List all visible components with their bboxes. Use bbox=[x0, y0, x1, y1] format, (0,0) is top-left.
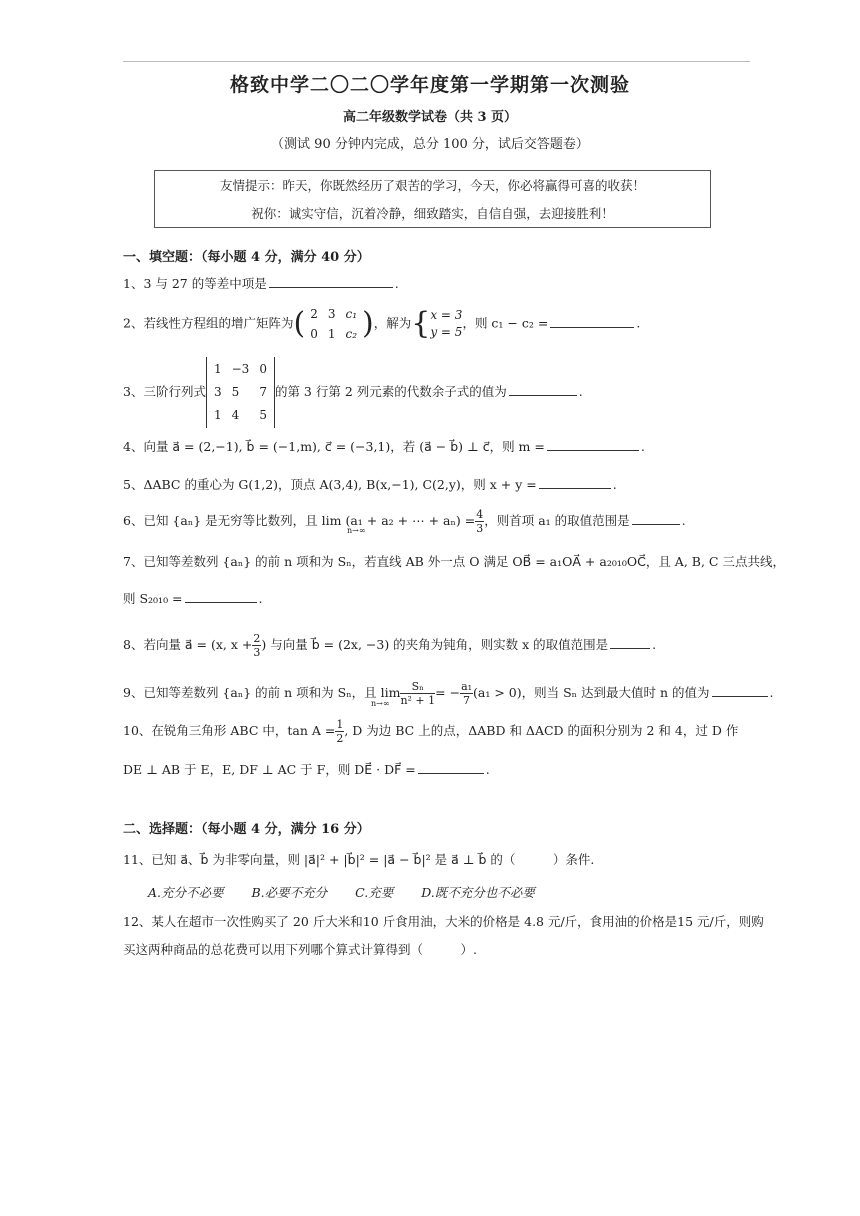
det-cell: 5 bbox=[259, 408, 267, 422]
question-9-post: (a₁ > 0)，则当 Sₙ 达到最大值时 n 的值为 bbox=[473, 685, 710, 700]
question-11-text: 11、已知 a⃗、b⃗ 为非零向量，则 |a⃗|² + |b⃗|² = |a⃗ − b⃗|² 是 a⃗ ⊥ b⃗ 的（ ）条件. bbox=[123, 852, 595, 867]
answer-blank bbox=[632, 512, 680, 525]
fraction bbox=[335, 718, 344, 745]
fraction-s-over-n bbox=[400, 680, 435, 707]
tip-box bbox=[154, 170, 711, 228]
limit-subscript: n→∞ bbox=[347, 526, 366, 535]
question-3-post: 的第 3 行第 2 列元素的代数余子式的值为 bbox=[274, 384, 507, 399]
section-1-heading: 一、填空题：（每小题 4 分，满分 40 分） bbox=[123, 250, 370, 265]
limit-subscript: n→∞ bbox=[371, 699, 390, 708]
question-5-text: 5、ΔABC 的重心为 G(1,2)，顶点 A(3,4), B(x,−1), C(2,y)，则 x + y = bbox=[123, 477, 537, 492]
exam-title: 格致中学二〇二〇学年度第一学期第一次测验 bbox=[229, 74, 630, 96]
question-11-options bbox=[148, 883, 559, 901]
question-12-cont bbox=[123, 940, 477, 958]
matrix-cell: 0 bbox=[310, 327, 318, 341]
question-10-cont: DE ⊥ AB 于 E，E, DF ⊥ AC 于 F，则 DE⃗ · DF⃗ = . bbox=[123, 762, 490, 777]
question-4: 4、向量 a⃗ = (2,−1), b⃗ = (−1,m), c⃗ = (−3,1)，若 (a⃗ − b⃗) ⊥ c⃗，则 m = . bbox=[123, 439, 645, 454]
answer-blank bbox=[185, 590, 257, 603]
question-2: 2、若线性方程组的增广矩阵为( 2 3 c₁ 0 1 c₂ )，解为{ x = 3 y = 5 ，则 c₁ − c₂ = . bbox=[123, 304, 640, 344]
solution-line: y = 5 bbox=[430, 325, 463, 339]
answer-blank bbox=[509, 383, 577, 396]
augmented-matrix bbox=[305, 304, 362, 344]
question-2-post: ，则 c₁ − c₂ = bbox=[462, 315, 549, 331]
question-12-line-1: 12、某人在超市一次性购买了 20 斤大米和10 斤食用油，大米的价格是 4.8 元/斤，食用油的价格是15 元/斤，则购 bbox=[123, 914, 764, 929]
answer-blank bbox=[610, 636, 650, 649]
question-7 bbox=[123, 552, 785, 570]
question-12-line-2: 买这两种商品的总花费可以用下列哪个算式计算得到（ ）. bbox=[123, 942, 477, 957]
fraction-denominator: 3 bbox=[476, 522, 484, 535]
answer-blank bbox=[712, 684, 768, 697]
question-8-pre: 8、若向量 a⃗ = (x, x + bbox=[123, 637, 253, 652]
question-10-line-2: DE ⊥ AB 于 E，E, DF ⊥ AC 于 F，则 DE⃗ · DF⃗ = bbox=[123, 762, 416, 777]
fraction-denominator: n² + 1 bbox=[400, 694, 436, 707]
question-10-pre: 10、在锐角三角形 ABC 中，tan A = bbox=[123, 723, 336, 738]
question-9: 9、已知等差数列 {aₙ} 的前 n 项和为 Sₙ，且 lim $\frac{\text{Sₙ}}{\text{n² + 1}}$ = − $\frac{\text{a₁}}{7}$ (a₁ > 0)，则当 Sₙ 达到最大值时 n 的值为 . n→∞ bbox=[123, 680, 774, 708]
answer-blank bbox=[550, 315, 634, 328]
matrix-cell: 2 bbox=[310, 307, 318, 321]
solution-system bbox=[430, 307, 462, 341]
det-cell: 3 bbox=[213, 385, 222, 399]
question-10 bbox=[123, 718, 738, 745]
question-12 bbox=[123, 912, 764, 930]
question-1: 1、3 与 27 的等差中项是 . bbox=[123, 276, 399, 291]
fraction-numerator: 1 bbox=[336, 718, 344, 731]
question-4-text: 4、向量 a⃗ = (2,−1), b⃗ = (−1,m), c⃗ = (−3,1)，若 (a⃗ − b⃗) ⊥ c⃗，则 m = bbox=[123, 439, 545, 454]
det-cell: 7 bbox=[259, 385, 267, 399]
question-8: 8、若向量 a⃗ = (x, x + $\frac{2}{3}$ ) 与向量 b⃗ = (2x, −3) 的夹角为钝角，则实数 x 的取值范围是 . bbox=[123, 632, 657, 659]
det-cell: −3 bbox=[231, 362, 250, 376]
det-cell: 1 bbox=[213, 362, 222, 376]
tip-line-2: 祝你：诚实守信，沉着冷静，细致踏实，自信自强，去迎接胜利！ bbox=[251, 206, 614, 221]
fraction bbox=[475, 508, 484, 535]
fraction-numerator: a₁ bbox=[461, 680, 473, 693]
fraction-numerator: 4 bbox=[476, 508, 484, 521]
det-cell: 4 bbox=[231, 408, 240, 422]
option-c[interactable]: C.充要 bbox=[355, 885, 394, 900]
question-9-mid: = − bbox=[435, 685, 461, 700]
fraction-denominator: 3 bbox=[253, 646, 261, 659]
question-9-pre: 9、已知等差数列 {aₙ} 的前 n 项和为 Sₙ，且 lim bbox=[123, 685, 401, 700]
question-7-line-1: 7、已知等差数列 {aₙ} 的前 n 项和为 Sₙ，若直线 AB 外一点 O 满足 OB⃗ = a₁OA⃗ + a₂₀₁₀OC⃗，且 A, B, C 三点共线， bbox=[123, 554, 785, 569]
question-7-line-2: 则 S₂₀₁₀ = bbox=[123, 591, 183, 606]
question-3-pre: 3、三阶行列式 bbox=[123, 384, 206, 399]
det-cell: 1 bbox=[213, 408, 222, 422]
solution-line: x = 3 bbox=[430, 308, 463, 322]
question-2-mid: ，解为 bbox=[373, 315, 412, 331]
option-b[interactable]: B.必要不充分 bbox=[251, 885, 328, 900]
section-2-heading: 二、选择题：（每小题 4 分，满分 16 分） bbox=[123, 822, 370, 837]
matrix-cell: c₁ bbox=[345, 307, 357, 321]
option-a[interactable]: A.充分不必要 bbox=[148, 885, 224, 900]
matrix-cell: c₂ bbox=[345, 327, 357, 341]
header-rule bbox=[123, 61, 750, 62]
system-brace: { bbox=[411, 306, 431, 341]
answer-blank bbox=[547, 438, 639, 451]
right-paren: ) bbox=[362, 306, 374, 341]
exam-note: （测试 90 分钟内完成，总分 100 分，试后交答题卷） bbox=[271, 137, 589, 152]
det-cell: 0 bbox=[259, 362, 267, 376]
fraction-a1-over-7 bbox=[460, 680, 473, 707]
question-6: 6、已知 {aₙ} 是无穷等比数列，且 lim (a₁ + a₂ + ⋯ + aₙ) = $\frac{4}{3}$ ，则首项 a₁ 的取值范围是 . n→∞ bbox=[123, 508, 686, 535]
question-6-pre: 6、已知 {aₙ} 是无穷等比数列，且 lim (a₁ + a₂ + ⋯ + aₙ) = bbox=[123, 513, 476, 528]
question-3: 3、三阶行列式 1 −3 0 3 5 7 1 4 5 的第 3 行第 2 列元素的代数余子式的值为 . bbox=[123, 357, 583, 428]
det-cell: 5 bbox=[231, 385, 240, 399]
question-6-post: ，则首项 a₁ 的取值范围是 bbox=[484, 513, 630, 528]
answer-blank bbox=[269, 275, 393, 288]
question-8-post: ) 与向量 b⃗ = (2x, −3) 的夹角为钝角，则实数 x 的取值范围是 bbox=[261, 637, 609, 652]
question-2-pre: 2、若线性方程组的增广矩阵为 bbox=[123, 315, 294, 331]
fraction-numerator: Sₙ bbox=[400, 680, 435, 694]
fraction-numerator: 2 bbox=[253, 632, 261, 645]
answer-blank bbox=[418, 761, 484, 774]
question-11 bbox=[123, 850, 594, 868]
question-5: 5、ΔABC 的重心为 G(1,2)，顶点 A(3,4), B(x,−1), C(2,y)，则 x + y = . bbox=[123, 477, 617, 492]
fraction-denominator: 2 bbox=[336, 732, 344, 745]
exam-subtitle: 高二年级数学试卷（共 3 页） bbox=[342, 110, 518, 125]
option-d[interactable]: D.既不充分也不必要 bbox=[421, 885, 535, 900]
question-1-text: 1、3 与 27 的等差中项是 bbox=[123, 276, 267, 291]
question-7-cont: 则 S₂₀₁₀ = . bbox=[123, 591, 263, 606]
matrix-cell: 3 bbox=[327, 307, 336, 321]
matrix-cell: 1 bbox=[327, 327, 336, 341]
fraction-denominator: 7 bbox=[463, 694, 471, 707]
answer-blank bbox=[539, 476, 611, 489]
determinant bbox=[206, 357, 275, 428]
left-paren: ( bbox=[293, 306, 306, 341]
tip-line-1: 友情提示：昨天，你既然经历了艰苦的学习，今天，你必将赢得可喜的收获！ bbox=[219, 178, 645, 193]
question-10-post: , D 为边 BC 上的点，ΔABD 和 ΔACD 的面积分别为 2 和 4，过 D 作 bbox=[344, 723, 739, 738]
